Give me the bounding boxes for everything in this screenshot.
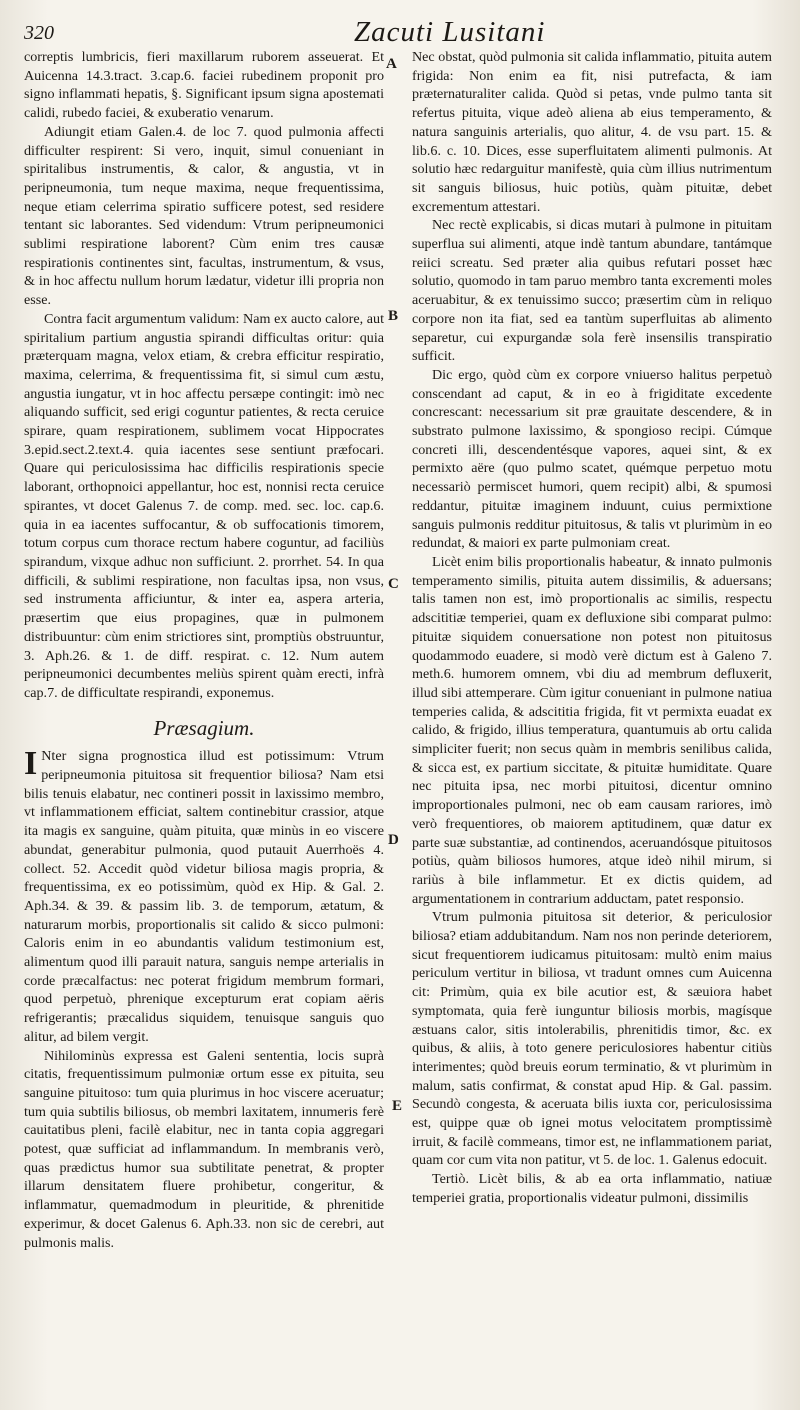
drop-cap: I: [24, 745, 38, 783]
left-paragraph-1: correptis lumbricis, fieri maxillarum ruborem asseuerat. Et Auicenna 14.3.tract. 3.cap.6. faciei rubedinem proponit pro signo inflammati hepatis, §. Significant ipsum signa apostemati calidi, rubedo faciei, & exuberatio venarum.: [24, 49, 384, 122]
margin-letter-c: C: [388, 576, 399, 592]
right-paragraph-6: Tertiò. Licèt bilis, & ab ea orta inflammatio, natiuæ temperiei gratia, proportionalis videatur pulmoni, dissimilis: [412, 1171, 772, 1206]
left-paragraph-2: Adiungit etiam Galen.4. de loc 7. quod pulmonia affecti difficulter respirent: Si vero, inquit, simul conueniant in spiritalibus instrumentis, & calor, & angustia, vt in peripneumonia, tum neque maxima, neque frequentissima, neque etiam celerrima spiratio sufficere potest, sed residere tentant sic laborantes. Sed videndum: Vtrum peripneumonici sublimi respiratione laborent? Cùm enim tres causæ respirationis continentes sint, facultas, instrumentum, & vsus, & in hoc affectu nullum horum lædatur, videtur illi propria non esse.: [24, 123, 384, 309]
left-paragraph-5: Nihilominùs expressa est Galeni sententia, locis suprà citatis, frequentissimum pulmoniæ ortum esse ex pituita, seu sanguine pituitoso: tum quia plurimus in hoc viscere aceruatur; tum quia subtilis biliosus, ob membri laxitatem, innumeris ferè cauitatibus pleni, facilè elabitur, nec in tanta copia aggregari potest, quæ sufficiat ad inflammandum. In membranis verò, quas prædictus humor sua subtilitate penetrat, & propter illarum densitatem fluere prohibetur, congeritur, & inflammatur, quemadmodum in pleuritide, & phrenitide experimur, & docet Galenus 6. Aph.33. non sic de cerebri, aut pulmonis malis.: [24, 1047, 384, 1251]
margin-letter-e: E: [392, 1098, 403, 1114]
margin-letter-a: A: [386, 56, 397, 72]
running-title: Zacuti Lusitani: [354, 16, 546, 48]
left-paragraph-4: Nter signa prognostica illud est potissimum: Vtrum peripneumonia pituitosa sit frequentior biliosa? Nam etsi bilis tenuis elabatur, nec contineri possit in laxissimo membro, vt inflammationem efficiat, saltem continebitur crassior, atque ita magis ex sanguine, quàm pituita, quæ minùs in eo viscere abundat, generabitur pulmonia, quod putauit Auerrhoës 4. collect. 52. Accedit quòd videtur biliosa magis propria, & frequentissima, ex eo potissimùm, quòd ex Hip. & Gal. 2. Aph.34. & 39. & passim lib. 3. de temporum, ætatum, & naturarum morbis, proportionalis sit calido & sicco pulmoni: Caloris enim in eo abundantis validum testimonium est, alimentum quod illi parauit natura, sanguis nempe arterialis in corde præcalfactus: nec poterat frigidum membrum formari, quod perpetuò, phrenique excepturum erat copiam aëris refrigerantis; præcalidus siquidem, tenuisque sanguis quo alitur, ad bilem vergit.: [24, 748, 384, 1045]
right-column: [412, 48, 772, 1252]
left-paragraph-4-block: [24, 747, 384, 1046]
margin-letter-b: B: [388, 308, 399, 324]
page-number: 320: [24, 22, 54, 44]
left-paragraph-3: Contra facit argumentum validum: Nam ex aucto calore, aut spiritalium partium angustia spirandi difficultas oritur: quia præterquam magna, velox etiam, & crebra efficitur respiratio, maxima, celerrima, & frequentissima fit, si simul cum æstu, angustia iungatur, vt in hoc affectu persæpe contingit: imò nec aliquando sufficit, sed erigi coguntur patientes, & recta ceruice spirare, quam respirationem, sublimem vocat Hippocrates 3.epid.sect.2.text.4. quia iacentes sese sentiunt præfocari. Quare qui periculosissima hac difficilis respirationis specie laborant, orthopnoici appellantur, hoc est, nonnisi recta ceruice spirantes, vt docet Galenus 7. de comp. med. sec. loc. cap.6. quia in ea iacentes suffocantur, & ob suffocationis timorem, totum corpus cum thorace rectum habere coguntur, ad faciliùs spirandum, vixque adhuc non sufficiunt. 2. prorrhet. 54. In qua difficili, & sublimi respiratione, non facultas ipsa, non vsus, sed instrumenta afficiuntur, & inter ea, aspera arteria, præsertim que eius propagines, quæ in pulmonem distribuuntur: cùm enim strictiores sint, promptiùs obstruuntur, 3. Aph.26. & 1. de diff. respirat. c. 12. Num autem peripneumonici decumbentes meliùs spirent quàm erecti, infrà cap.7. de difficultate respirandi, exponemus.: [24, 310, 384, 701]
section-heading: Præsagium.: [153, 715, 255, 740]
right-paragraph-3: Dic ergo, quòd cùm ex corpore vniuerso halitus perpetuò conscendant ad caput, & in eo à frigiditate excedente concrescant: necessarium sit præ grauitate descendere, & in substrato pulmone laxissimo, & spongioso recipi. Cúmque concreti illi, descendentésque vapores, aquei sint, & ex permixto aëre (quo pulmo scatet, quémque perpetuo motu necessariò permiscet humori, quem recipit) albi, & spumosi reddantur, pituitæ imaginem induunt, cuius permixtione sanguis pulmonis redditur pituitosus, & talis vt plurimùm in eo redundat, & maiori ex parte pulmoniam creat.: [412, 366, 772, 552]
left-column: [24, 48, 384, 1252]
right-paragraph-4: Licèt enim bilis proportionalis habeatur, & innato pulmonis temperamento similis, pituita autem dissimilis, & aduersans; talis tamen non est, imò proportionalis ac similis, respectu adscititiæ temperiei, quam ex defluxione sibi comparat pulmo: pituitæ siquidem conuersatione non potest non pituitosus quodammodo euadere, si modò verè dictum est à Galeno 7. meth.6. humorem omnem, vbi diu ad membrum defluxerit, illud sibi attemperare. Cùm igitur conueniant in pulmone natiua temperies calida, & adscititia frigida, fit vt permixta euadat ex calido, & frigido, illius temperatura, quantumuis ab ortu calida simpliciter fuerit; non secus quàm in membris senilibus calida, & sicca est, ex partium siccitate, & pituitæ humiditate. Quare nec pituita ipsa, nec morbi pituitosi, dicentur omnino improportionales pulmoni, nec ob eam causam rariores, imò verò frequentiores, ob maiorem aptitudinem, quæ datur ex parte suæ substantiæ, ad continendos, aceruandósque pituitosos potiùs, quàm biliosos humores, atque ideò nihil mirum, si rariùs à bile inflammetur. Et ex dictis quidem, ad argumentationem in contrarium adductam, patet responsio.: [412, 553, 772, 907]
right-paragraph-2: Nec rectè explicabis, si dicas mutari à pulmone in pituitam superflua sui alimenti, atque indè tantum abundare, tantámque reiici screatu. Sed præter alia quibus refutari posset hæc solutio, quomodo in tam paruo membro tanta excrementi moles aceruabitur, & ex tenuissimo succo; præsertim cùm in reliquo corpore non ita fiat, sed ea tantùm superfluitas ab alimento separetur, cui expurgandæ sola ferè insensilis transpiratio sufficit.: [412, 217, 772, 365]
page-header: [24, 18, 772, 48]
right-paragraph-1: Nec obstat, quòd pulmonia sit calida inflammatio, pituita autem frigida: Non enim ea fit, nisi putrefacta, & iam præternaturaliter calida. Quòd si petas, vnde pulmo tanta sit refertus pituita, vique adeò aliena ab eius temperamento, & natura sanguinis arterialis, quo alitur, 4. de vsu part. 15. & lib.6. c. 10. Dices, esse superfluitatem alimenti pulmonis. At solutio hæc redarguitur manifestè, quia cùm illius nutrimentum sit sanguis biliosus, huic potiùs, quàm pituitæ, debet excrementum attestari.: [412, 49, 772, 215]
text-columns: [24, 48, 772, 1252]
margin-letter-d: D: [388, 832, 399, 848]
right-paragraph-5: Vtrum pulmonia pituitosa sit deterior, & periculosior biliosa? etiam addubitandum. Nam nos non perinde deteriorem, sicut frequentiorem iudicamus pituitosam: multò enim maius periculum vertitur in biliosa, vt tradunt omnes cum Auicenna cit: Primùm, quia ex bile acutior est, & sæuiora habet symptomata, quia ferè iunguntur biliosis morbis, magísque æstuans calor, sitis intolerabilis, phrenitidis timor, &c. ex quibus, & aliis, à toto genere periculosiores habentur citiùs interimentes; quòd breuis eorum terminatio, & vt plurimùm in malum, satis confirmat, & constat apud Hip. & Gal. passim. Secundò congesta, & aceruata bilis iuxta cor, periculosissima est, quippe quæ ob ignei motus velocitatem promptissimè irruit, & facilè commeans, timor est, ne inflammationem pariat, quam cor cum vita non patitur, vt 5. de loc. 1. Galenus edocuit.: [412, 909, 772, 1169]
